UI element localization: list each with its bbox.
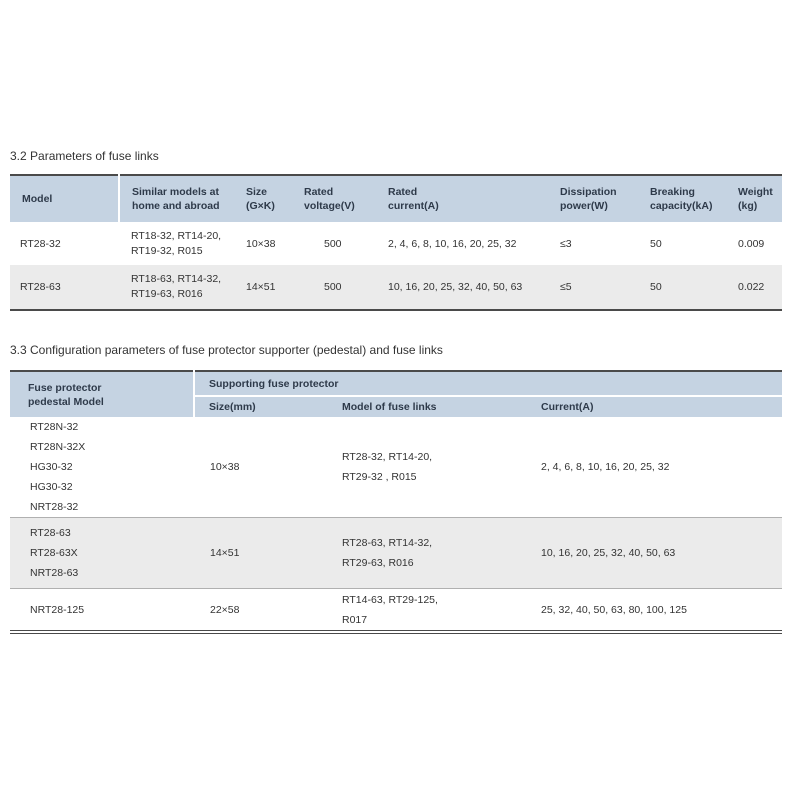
cell-current: 2, 4, 6, 8, 10, 16, 20, 25, 32 <box>541 461 670 473</box>
configuration-table <box>10 370 782 631</box>
table-bottom-rule <box>10 630 782 634</box>
cell-pedestal-models: RT28-63 RT28-63X NRT28-63 <box>10 518 194 589</box>
table-row <box>10 589 782 632</box>
header-current: Current(A) <box>541 396 782 417</box>
cell-dissipation: ≤3 <box>560 237 572 250</box>
cell-fuse-link-models: RT14-63, RT29-125, R017 <box>342 589 541 632</box>
cell-current: 10, 16, 20, 25, 32, 40, 50, 63 <box>388 265 560 310</box>
cell-breaking: 50 <box>650 237 662 250</box>
header-breaking-capacity: Breaking capacity(kA) <box>650 175 738 222</box>
cell-size: 14×51 <box>194 518 342 589</box>
cell-model: RT28-63 <box>10 265 119 310</box>
cell-similar-models: RT18-32, RT14-20, RT19-32, R015 <box>131 229 222 257</box>
header-weight: Weight (kg) <box>738 175 782 222</box>
cell-size: 22×58 <box>194 589 342 632</box>
cell-model: RT28-32 <box>20 237 61 250</box>
cell-voltage: 500 <box>324 237 342 250</box>
table-row <box>10 222 782 265</box>
table-row <box>10 518 782 589</box>
cell-weight: 0.022 <box>738 265 782 310</box>
header-size-mm: Size(mm) <box>194 396 342 417</box>
cell-fuse-link-models: RT28-63, RT14-32, RT29-63, R016 <box>342 518 541 589</box>
cell-size: 14×51 <box>246 265 304 310</box>
cell-voltage: 500 <box>304 265 388 310</box>
cell-weight: 0.009 <box>738 237 765 250</box>
cell-pedestal-models: RT28N-32 RT28N-32X HG30-32 HG30-32 NRT28-32 <box>30 421 86 513</box>
cell-similar-models: RT18-63, RT14-32, RT19-63, R016 <box>119 265 246 310</box>
cell-size: 10×38 <box>246 237 276 250</box>
fuse-links-table <box>10 174 782 311</box>
cell-current: 25, 32, 40, 50, 63, 80, 100, 125 <box>541 589 782 632</box>
cell-current: 10, 16, 20, 25, 32, 40, 50, 63 <box>541 518 782 589</box>
header-model: Model <box>10 175 119 222</box>
cell-size: 10×38 <box>210 461 240 473</box>
cell-dissipation: ≤5 <box>560 265 650 310</box>
table-row <box>10 417 782 518</box>
cell-fuse-link-models: RT28-32, RT14-20, RT29-32 , R015 <box>342 451 433 483</box>
table-row <box>10 265 782 310</box>
section-title-fuse-links: 3.2 Parameters of fuse links <box>10 149 159 163</box>
header-model-of-fuse-links: Model of fuse links <box>342 396 541 417</box>
header-similar-models: Similar models at home and abroad <box>119 175 246 222</box>
header-pedestal-model: Fuse protector pedestal Model <box>10 371 194 417</box>
cell-breaking: 50 <box>650 265 738 310</box>
section-title-configuration: 3.3 Configuration parameters of fuse protector supporter (pedestal) and fuse links <box>10 343 443 357</box>
cell-current: 2, 4, 6, 8, 10, 16, 20, 25, 32 <box>388 237 517 250</box>
header-size: Size (G×K) <box>246 175 304 222</box>
header-dissipation-power: Dissipation power(W) <box>560 175 650 222</box>
header-rated-voltage: Rated voltage(V) <box>304 175 388 222</box>
cell-pedestal-models: NRT28-125 <box>10 589 194 632</box>
header-supporting-fuse-protector: Supporting fuse protector <box>194 371 782 396</box>
header-rated-current: Rated current(A) <box>388 175 560 222</box>
